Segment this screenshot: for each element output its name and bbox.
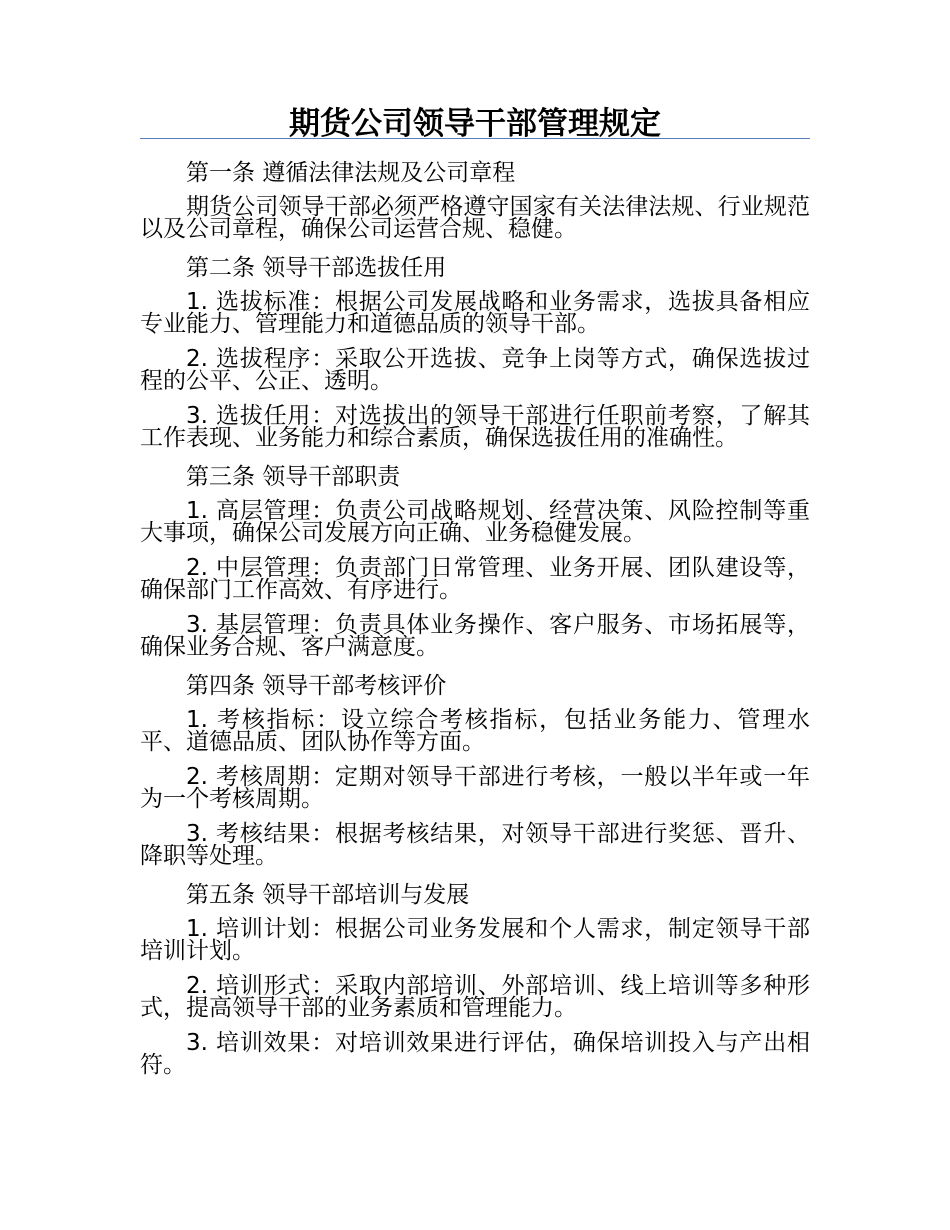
paragraph: 3. 培训效果：对培训效果进行评估，确保培训投入与产出相符。 [140, 1030, 810, 1078]
paragraph: 3. 选拔任用：对选拔出的领导干部进行任职前考察，了解其工作表现、业务能力和综合素质，确保选拔任用的准确性。 [140, 403, 810, 451]
paragraph: 3. 基层管理：负责具体业务操作、客户服务、市场拓展等，确保业务合规、客户满意度。 [140, 612, 810, 660]
document-title: 期货公司领导干部管理规定 [289, 106, 661, 142]
document-body [140, 158, 810, 1089]
paragraph: 3. 考核结果：根据考核结果，对领导干部进行奖惩、晋升、降职等处理。 [140, 821, 810, 869]
section-heading: 第二条 领导干部选拔任用 [186, 255, 447, 281]
paragraph: 1. 考核指标：设立综合考核指标，包括业务能力、管理水平、道德品质、团队协作等方面。 [140, 707, 810, 755]
paragraph: 2. 培训形式：采取内部培训、外部培训、线上培训等多种形式，提高领导干部的业务素质和管理能力。 [140, 973, 810, 1021]
paragraph: 期货公司领导干部必须严格遵守国家有关法律法规、行业规范以及公司章程，确保公司运营合规、稳健。 [140, 194, 810, 242]
paragraph: 2. 中层管理：负责部门日常管理、业务开展、团队建设等，确保部门工作高效、有序进行。 [140, 555, 810, 603]
title-underline [140, 138, 810, 139]
section-heading: 第四条 领导干部考核评价 [186, 673, 447, 699]
paragraph: 2. 考核周期：定期对领导干部进行考核，一般以半年或一年为一个考核周期。 [140, 764, 810, 812]
paragraph: 2. 选拔程序：采取公开选拔、竞争上岗等方式，确保选拔过程的公平、公正、透明。 [140, 346, 810, 394]
section-heading: 第三条 领导干部职责 [186, 464, 401, 490]
section-heading: 第五条 领导干部培训与发展 [186, 882, 470, 908]
paragraph: 1. 培训计划：根据公司业务发展和个人需求，制定领导干部培训计划。 [140, 916, 810, 964]
section-heading: 第一条 遵循法律法规及公司章程 [186, 160, 516, 186]
paragraph: 1. 选拔标准：根据公司发展战略和业务需求，选拔具备相应专业能力、管理能力和道德品质的领导干部。 [140, 289, 810, 337]
paragraph: 1. 高层管理：负责公司战略规划、经营决策、风险控制等重大事项，确保公司发展方向正确、业务稳健发展。 [140, 498, 810, 546]
